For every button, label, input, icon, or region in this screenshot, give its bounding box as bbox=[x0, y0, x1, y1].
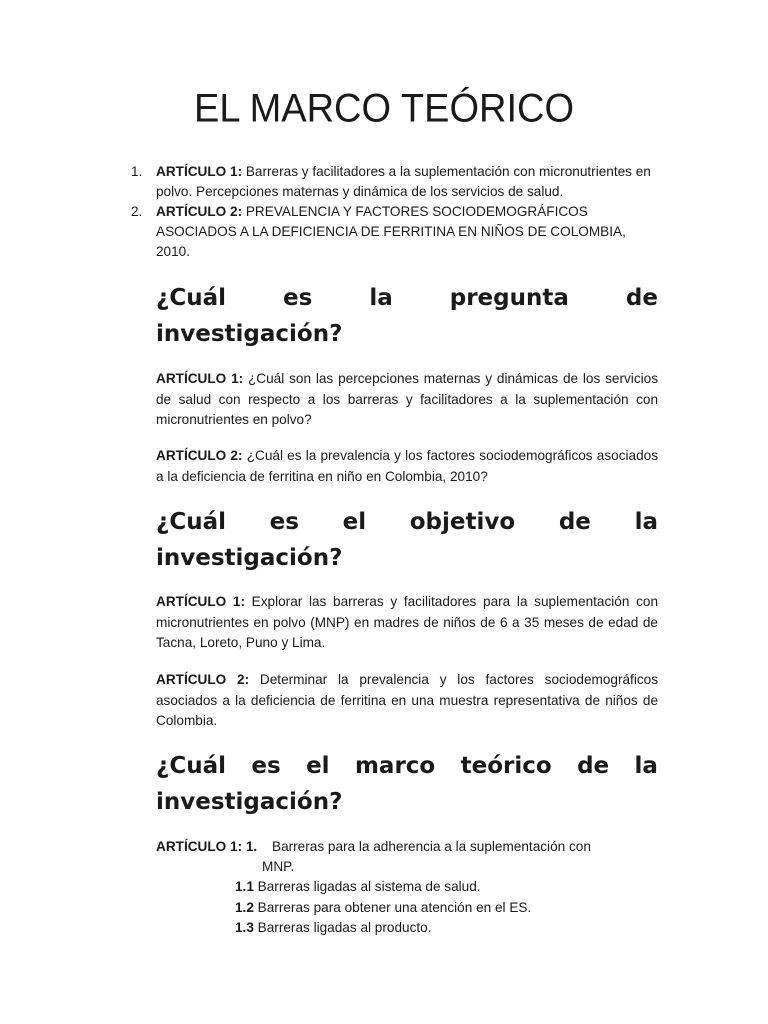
section-heading-marco bbox=[156, 748, 658, 820]
paragraph-objetivo-art2 bbox=[156, 670, 658, 732]
heading-word: es bbox=[251, 753, 281, 779]
section-heading-objetivo bbox=[156, 504, 658, 576]
paragraph-objetivo-art1 bbox=[156, 592, 658, 654]
subitem-number: 1.3 bbox=[235, 920, 254, 935]
list-item-body bbox=[156, 202, 658, 262]
heading-word: teórico bbox=[460, 753, 552, 779]
heading-word: de bbox=[577, 753, 610, 779]
list-item-body bbox=[156, 162, 658, 202]
list-item-number: 1. bbox=[131, 164, 143, 179]
heading-word: la bbox=[634, 509, 658, 535]
marco-subitem bbox=[235, 898, 531, 918]
article-label: ARTÍCULO 1: bbox=[156, 839, 243, 854]
article-label: ARTÍCULO 2: bbox=[156, 204, 243, 219]
article-label: ARTÍCULO 2: bbox=[156, 448, 243, 463]
articles-list bbox=[0, 162, 768, 262]
heading-word: de bbox=[558, 509, 591, 535]
paragraph-text: Determinar la prevalencia y los factores sociodemográficos asociados a la deficiencia de ferritina en una muestra representativa de niños de Colombia. bbox=[156, 672, 658, 728]
heading-word: ¿Cuál bbox=[156, 509, 226, 535]
article-label: ARTÍCULO 1: bbox=[156, 594, 245, 609]
paragraph-pregunta-art2 bbox=[156, 446, 658, 487]
heading-word: ¿Cuál bbox=[156, 285, 226, 311]
paragraph-text: ¿Cuál son las percepciones maternas y dinámicas de los servicios de salud con respecto a los barreras y facilitadores a la suplementación con micronutrientes en polvo? bbox=[156, 371, 658, 427]
heading-word: el bbox=[306, 753, 330, 779]
list-item bbox=[0, 202, 768, 262]
heading-word: es bbox=[269, 509, 299, 535]
marco-item1-text: Barreras para la adherencia a la suplementación con bbox=[272, 839, 591, 854]
heading-line2: investigación? bbox=[156, 321, 343, 347]
paragraph-pregunta-art1 bbox=[156, 369, 658, 431]
heading-line2: investigación? bbox=[156, 545, 343, 571]
article-label: ARTÍCULO 2: bbox=[156, 672, 250, 687]
paragraph-text: Explorar las barreras y facilitadores para la suplementación con micronutrientes en polvo (MNP) en madres de niños de 6 a 35 meses de edad de Tacna, Loreto, Puno y Lima. bbox=[156, 594, 658, 650]
article-label: ARTÍCULO 1: bbox=[156, 164, 243, 179]
list-item-number: 2. bbox=[131, 204, 143, 219]
heading-word: la bbox=[369, 285, 393, 311]
heading-word: de bbox=[625, 285, 658, 311]
heading-word: ¿Cuál bbox=[156, 753, 226, 779]
marco-subitem bbox=[235, 918, 431, 938]
heading-word: el bbox=[342, 509, 367, 535]
subitem-text: Barreras ligadas al sistema de salud. bbox=[253, 879, 481, 894]
list-item bbox=[0, 162, 768, 202]
marco-art1-line bbox=[156, 837, 257, 857]
marco-subitem bbox=[235, 877, 481, 897]
heading-word: marco bbox=[354, 753, 436, 779]
page-title: EL MARCO TEÓRICO bbox=[193, 86, 575, 132]
paragraph-text: ¿Cuál es la prevalencia y los factores sociodemográficos asociados a la deficiencia de ferritina en niño en Colombia, 2010? bbox=[156, 448, 659, 484]
article-title: Barreras y facilitadores a la suplementación con micronutrientes en polvo. Percepciones maternas y dinámica de los servicios de salud. bbox=[156, 164, 651, 199]
heading-word: objetivo bbox=[409, 509, 516, 535]
subitem-text: Barreras ligadas al producto. bbox=[253, 920, 432, 935]
subitem-text: Barreras para obtener una atención en el ES. bbox=[253, 900, 532, 915]
heading-line2: investigación? bbox=[156, 789, 343, 815]
subitem-number: 1.2 bbox=[235, 900, 254, 915]
article-title: PREVALENCIA Y FACTORES SOCIODEMOGRÁFICOS ASOCIADOS A LA DEFICIENCIA DE FERRITINA EN NIÑOS DE COLOMBIA, 2010. bbox=[156, 204, 626, 259]
marco-item1-text-cont: MNP. bbox=[262, 859, 295, 874]
heading-word: la bbox=[634, 753, 658, 779]
section-heading-pregunta bbox=[156, 280, 658, 352]
article-label: ARTÍCULO 1: bbox=[156, 371, 244, 386]
subitem-number: 1.1 bbox=[235, 879, 254, 894]
item-number: 1. bbox=[245, 839, 258, 854]
heading-word: pregunta bbox=[449, 285, 569, 311]
heading-word: es bbox=[283, 285, 313, 311]
